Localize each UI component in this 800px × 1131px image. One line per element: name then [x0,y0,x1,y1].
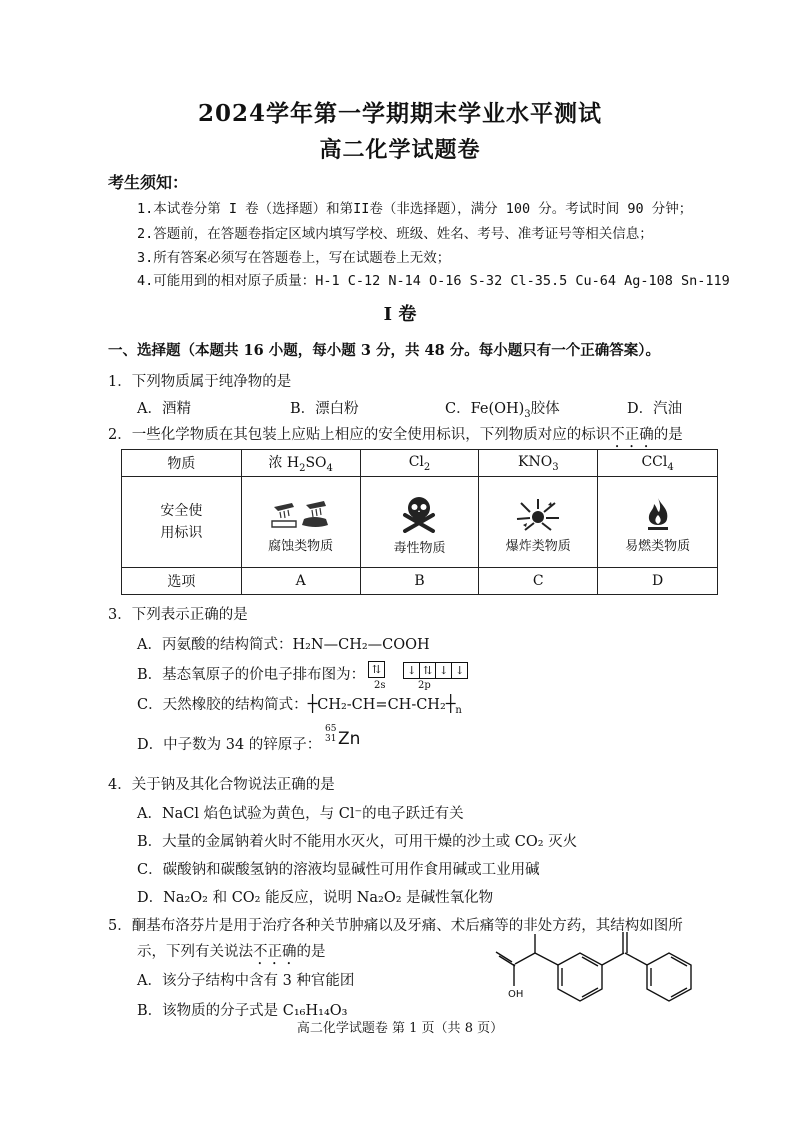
table-header-cl2: $Cl_2$ [360,450,479,477]
sign-cell-toxic [360,477,479,568]
table-option-c: C [479,568,598,595]
notice-item-1: 1.本试卷分第 I 卷（选择题）和第II卷（非选择题），满分 100 分。考试时间 90 分钟； [137,201,693,217]
sign-cell-flammable [598,477,718,568]
table-header-h2so4: 浓 $H_2SO_4$ [241,450,360,477]
flame-icon [645,497,671,531]
notice-item-4: 4.可能用到的相对原子质量：H-1 C-12 N-14 O-16 S-32 Cl-35.5 Cu-64 Ag-108 Sn-119 [137,273,730,289]
table-header-substance: 物质 [122,450,242,477]
part-heading: 一、选择题（本题共 16 小题，每小题 3 分，共 48 分。每小题只有一个正确答案）。 [108,342,660,359]
q4-option-a: A．NaCl 焰色试验为黄色，与 Cl⁻的电子跃迁有关 [137,806,464,822]
orbital-label-2s: 2s [374,680,386,691]
notice-title: 考生须知： [108,173,189,192]
caption-toxic: 毒性物质 [393,540,446,556]
exam-subtitle: 高二化学试题卷 [319,137,481,163]
table-header-ccl4: CCl$_4$ [598,450,718,477]
notice-item-3: 3.所有答案必须写在答题卷上，写在试题卷上无效； [137,250,451,266]
q1-option-b: B．漂白粉 [290,401,359,417]
q1-option-c: C．$Fe(OH)_3$胶体 [445,401,560,420]
oh-label: OH [508,989,524,1000]
q1-option-d: D．汽油 [627,401,683,417]
exam-title: 2024学年第一学期期末学业水平测试 [197,100,602,127]
q5-stem-line2: 示，下列有关说法不正确的是 [137,944,326,960]
safety-sign-table [121,449,718,595]
table-label-option: 选项 [122,568,242,595]
page-footer: 高二化学试题卷 第 1 页（共 8 页） [296,1021,504,1036]
table-option-d: D [598,568,718,595]
caption-corrosive: 腐蚀类物质 [268,538,334,554]
q3-stem: 3．下列表示正确的是 [108,607,248,623]
notice-item-2: 2.答题前，在答题卷指定区域内填写学校、班级、姓名、考号、准考证号等相关信息； [137,226,653,242]
corrosive-icon [270,497,332,531]
explosive-icon [515,497,561,531]
sign-cell-corrosive [241,477,360,568]
q4-option-d: D．Na₂O₂ 和 CO₂ 能反应，说明 Na₂O₂ 是碱性氧化物 [137,890,494,906]
q4-option-b: B．大量的金属钠着火时不能用水灭火，可用干燥的沙土或 CO₂ 灭火 [137,834,578,850]
q3-option-d: D．中子数为 34 的锌原子： [137,737,322,753]
q3-option-c: C．天然橡胶的结构简式：$┼CH_2-CH=CH-CH_2┼_n$ [137,694,462,716]
orbital-diagram [368,659,468,679]
q3-option-b: B．基态氧原子的价电子排布图为： [137,667,366,683]
orbital-2p: ↓ ⇅ ↓ ↓ [403,662,468,679]
orbital-2s: ⇅ [368,661,385,678]
q5-option-a: A．该分子结构中含有 3 种官能团 [137,973,355,989]
q2-stem: 2．一些化学物质在其包装上应贴上相应的安全使用标识，下列物质对应的标识不正确的是 [108,427,683,443]
orbital-label-2p: 2p [418,680,431,691]
sign-cell-explosive [479,477,598,568]
section-title: I 卷 [383,304,417,325]
q3-option-a: A．丙氨酸的结构简式：H₂N—CH₂—COOH [137,637,430,653]
q5-stem-line1: 5．酮基布洛芬片是用于治疗各种关节肿痛以及牙痛、术后痛等的非处方药，其结构如图所 [108,918,683,934]
q4-stem: 4．关于钠及其化合物说法正确的是 [108,777,335,793]
table-label-safety-sign: 安全使 用标识 [122,477,242,568]
q4-option-c: C．碳酸钠和碳酸氢钠的溶液均显碱性可用作食用碱或工业用碱 [137,862,540,878]
table-option-b: B [360,568,479,595]
caption-flammable: 易燃类物质 [625,538,691,554]
zinc-symbol: Zn [338,729,361,749]
table-header-kno3: $KNO_3$ [479,450,598,477]
zinc-isotope-numbers: 65 31 [325,724,337,744]
q5-option-b: B．该物质的分子式是 C₁₆H₁₄O₃ [137,1003,348,1019]
q1-stem: 1．下列物质属于纯净物的是 [108,374,292,390]
ketoprofen-structure [490,926,700,1016]
caption-explosive: 爆炸类物质 [505,538,571,554]
skull-crossbones-icon [399,495,439,533]
table-option-a: A [241,568,360,595]
q1-option-a: A．酒精 [137,401,191,417]
